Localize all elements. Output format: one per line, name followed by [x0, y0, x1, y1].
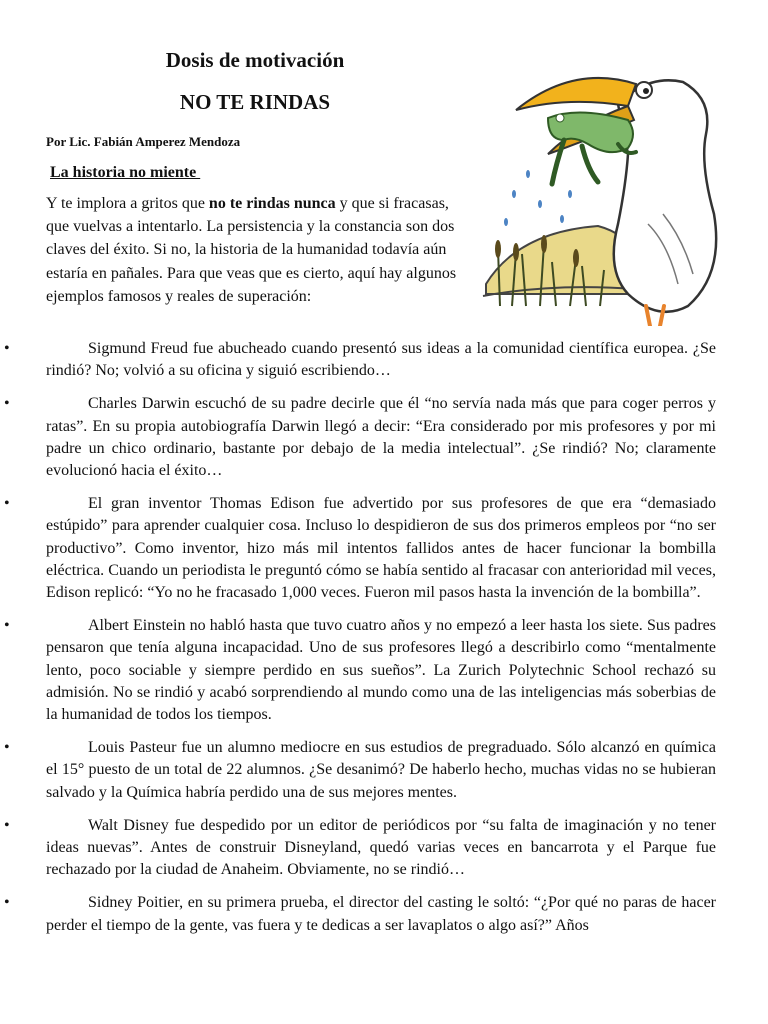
intro-bold-phrase: no te rindas nunca — [208, 195, 336, 212]
intro-paragraph — [46, 192, 460, 308]
list-item-text: Sidney Poitier, en su primera prueba, el director del casting le soltó: “¿Por qué no paras de hacer perder el tiempo de la gente, vas fuera y te dedicas a ser lavaplatos o algo así?” Años — [46, 894, 716, 934]
list-item — [4, 615, 716, 726]
bullet: • — [4, 816, 10, 834]
examples-list — [4, 338, 716, 948]
bullet: • — [4, 739, 10, 757]
list-item — [4, 493, 716, 604]
list-item — [4, 892, 716, 936]
intro-text-start: Y te implora a gritos que — [46, 195, 209, 212]
bullet: • — [4, 495, 10, 513]
list-item — [4, 815, 716, 882]
intro-text-end: y que si fracasas, que vuelvas a intentarlo. La persistencia y la constancia son dos claves del éxito. Si no, la historia de la humanidad todavía aún estaría en pañales. Para que veas que es cierto, aquí hay algunos ejemplos famosos y reales de superación: — [46, 195, 457, 305]
bullet: • — [4, 894, 10, 912]
list-item-text: El gran inventor Thomas Edison fue advertido por sus profesores de que era “demasiado estúpido” para aprender cualquier cosa. Incluso lo despidieron de sus dos primeros empleos por “no ser productivo”. Como inventor, hizo más mil intentos fallidos antes de hacer funcionar la bombilla eléctrica. Cuando un periodista le preguntó cómo se había sentido al fracasar con anterioridad mil veces, Edison replicó: “Yo no he fracasado 1,000 veces. Fueron mil pasos hasta la invención de la bombilla”. — [46, 495, 716, 602]
list-item — [4, 393, 716, 482]
list-item — [4, 338, 716, 382]
list-item-text: Sigmund Freud fue abucheado cuando presentó sus ideas a la comunidad científica europea. ¿Se rindió? No; volvió a su oficina y siguió escribiendo… — [46, 340, 716, 380]
list-item — [4, 737, 716, 804]
author-line: Por Lic. Fabián Amperez Mendoza — [46, 134, 241, 149]
list-item-text: Walt Disney fue despedido por un editor de periódicos por “su falta de imaginación y no tener ideas nuevas”. Antes de construir Disneyland, quedó varias veces en bancarrota y el Parque fue rechazado por la ciudad de Anaheim. Obviamente, no se rindió… — [46, 816, 716, 879]
list-item-text: Charles Darwin escuchó de su padre decirle que él “no servía nada más que para coger perros y ratas”. En su propia autobiografía Darwin llegó a decir: “Era considerado por mis profesores y por mi padre un chico ordinario, bastante por debajo de la media intelectual”. ¿Se rindió? No; claramente evolucionó hacia el éxito… — [46, 395, 716, 480]
section-heading: La historia no miente — [50, 164, 201, 181]
pelican-illustration-icon — [478, 44, 724, 326]
list-item-text: Louis Pasteur fue un alumno mediocre en sus estudios de pregraduado. Sólo alcanzó en química el 15° puesto de un total de 22 alumnos. ¿Se desanimó? De haberlo hecho, muchas vidas no se hubieran salvado y la Química habría perdido una de sus mejores mentes. — [46, 739, 716, 801]
list-item-text: Albert Einstein no habló hasta que tuvo cuatro años y no empezó a leer hasta los siete. Sus padres pensaron que tenía alguna incapacidad. Uno de sus profesores llegó a describirlo como “mentalmente lento, poco sociable y siempre perdido en sus sueños”. La Zurich Polytechnic School rechazó su admisión. No se rindió y acabó sorprendiendo al mundo como una de las inteligencias más soberbias de la humanidad de todos los tiempos. — [46, 617, 716, 724]
bullet: • — [4, 617, 10, 635]
bullet: • — [4, 340, 10, 357]
page-title: Dosis de motivación — [165, 48, 345, 72]
bullet: • — [4, 395, 10, 413]
page-subtitle: NO TE RINDAS — [179, 90, 331, 114]
